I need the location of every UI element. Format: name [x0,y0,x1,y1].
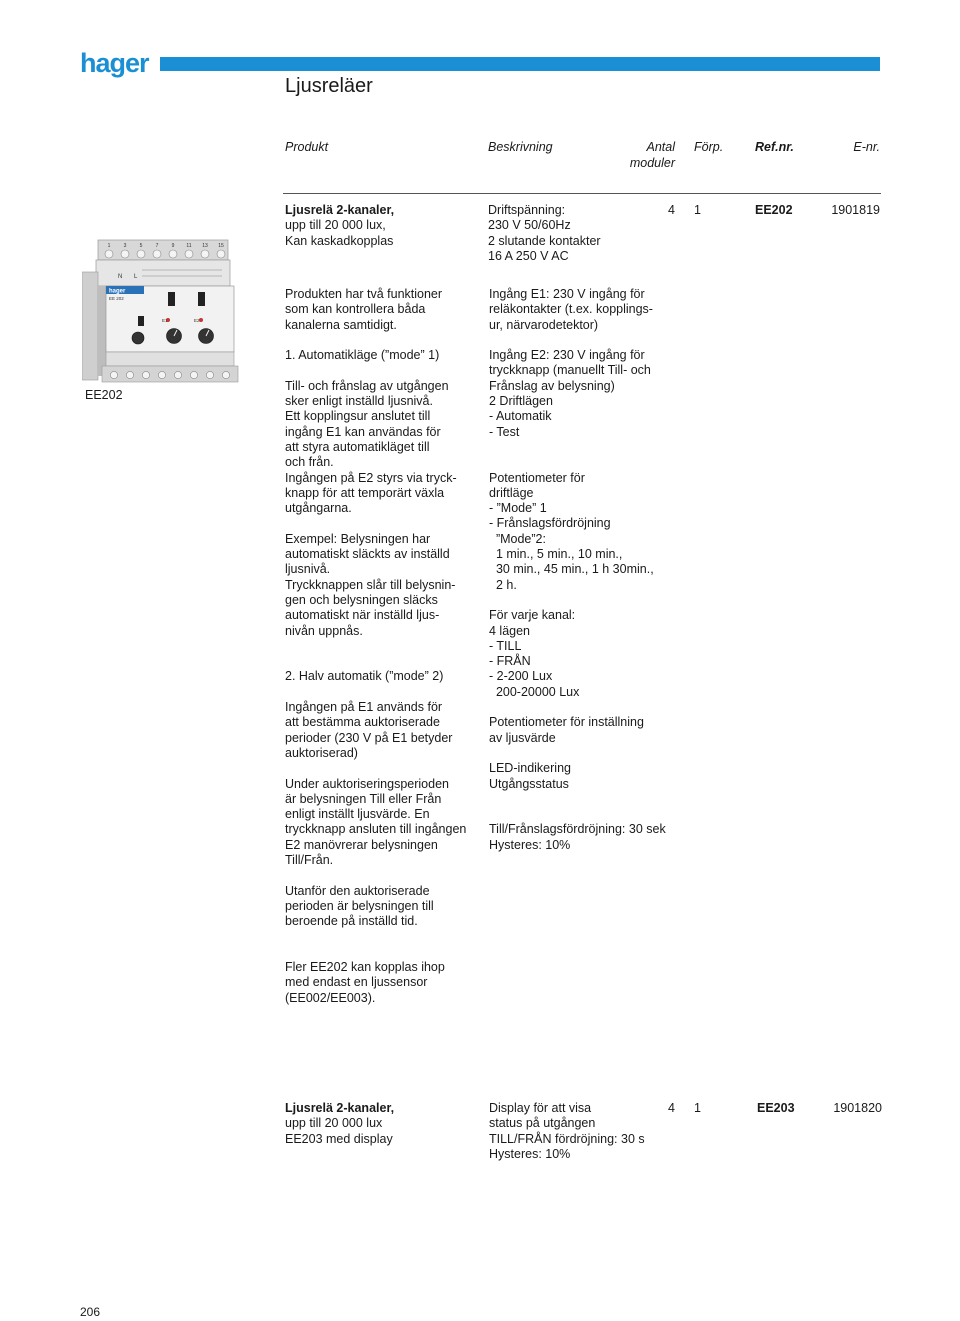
description-line [285,945,480,960]
description-line: 2 Driftlägen [489,394,553,409]
description-line: 30 min., 45 min., 1 h 30min., [489,562,654,577]
product2-spec-line: status på utgången [489,1116,596,1131]
device-label-e2: E2 [194,318,200,323]
description-line: sker enligt inställd ljusnivå. [285,394,433,409]
header-moduler: moduler [629,155,675,170]
description-line: och från. [285,455,334,470]
terminal-number: 7 [155,243,159,249]
page-number: 206 [80,1305,101,1319]
header-produkt: Produkt [285,140,329,154]
description-line: 2. Halv automatik (”mode” 2) [285,669,444,684]
description-line: reläkontakter (t.ex. kopplings- [489,302,653,317]
product1-name-line: Kan kaskadkopplas [285,233,394,248]
description-line: tryckknapp (manuellt Till- och [489,363,651,378]
header-refnr: Ref.nr. [755,140,794,154]
description-line [285,333,480,348]
description-line: Ingång E2: 230 V ingång för [489,348,645,363]
product1-description-left [285,287,480,1006]
description-line: driftläge [489,485,534,500]
product2-name-line: EE203 med display [285,1131,393,1146]
product2-name [285,1101,394,1147]
description-line: (EE002/EE003). [285,990,376,1005]
description-line: - 2-200 Lux [489,669,553,684]
description-line: LED-indikering [489,761,571,776]
ee202-device-image [82,238,240,386]
product1-forp: 1 [694,203,701,217]
terminal-number: 3 [123,243,127,249]
header-beskrivning: Beskrivning [488,140,553,154]
device-face-brand: hager [109,288,126,295]
description-line [489,746,709,761]
description-line: av ljusvärde [489,730,556,745]
product1-name-line: Ljusrelä 2-kanaler, [285,203,395,217]
description-line: auktoriserad) [285,745,358,760]
description-line [489,792,709,807]
header-forp: Förp. [694,140,724,154]
description-line: Till- och frånslag av utgången [285,378,449,393]
description-line [285,639,480,654]
page-title: Ljusreläer [285,75,373,97]
description-line: enligt inställt ljusvärde. En [285,807,430,822]
description-line: Till/Frånslagsfördröjning: 30 sek [489,822,666,837]
description-line [285,761,480,776]
description-line: 4 lägen [489,623,531,638]
description-line: För varje kanal: [489,608,576,623]
hager-logo: hager [80,48,149,78]
description-line: automatiskt när inställd ljus- [285,608,440,623]
description-line: - TILL [489,638,522,653]
product2-enr: 1901820 [833,1101,882,1115]
description-line: Ingången på E1 används för [285,700,443,715]
description-line: Utanför den auktoriserade [285,883,430,898]
product2-name-line: Ljusrelä 2-kanaler, [285,1101,395,1115]
description-line: Fler EE202 kan kopplas ihop [285,960,445,975]
device-label-e1: E1 [162,318,168,323]
description-line [489,807,709,822]
product2-spec-line: Display för att visa [489,1101,592,1115]
description-line: att styra automatikläget till [285,439,430,454]
description-line: Ingången på E2 styrs via tryck- [285,470,457,485]
description-line: ”Mode”2: [489,531,546,546]
description-line: Ett kopplingsur anslutet till [285,409,431,424]
description-line [489,333,709,348]
description-line: ingång E1 kan användas för [285,424,441,439]
description-line: Produkten har två funktioner [285,287,443,301]
description-line [489,593,709,608]
product1-spec-line: 2 slutande kontakter [488,233,601,248]
description-line: 2 h. [489,577,517,592]
description-line: som kan kontrollera båda [285,302,426,317]
product-side-label: EE202 [85,388,123,402]
description-line: Exempel: Belysningen har [285,531,431,546]
description-line [285,868,480,883]
description-line: Frånslag av belysning) [489,378,615,393]
description-line: perioden är belysningen till [285,898,434,913]
description-line: Potentiometer för inställning [489,715,644,730]
product2-antal: 4 [668,1101,675,1115]
header-antal: Antal [646,140,675,154]
description-line [285,516,480,531]
description-line: Utgångsstatus [489,776,569,791]
product2-spec-line: Hysteres: 10% [489,1146,571,1161]
header-enr: E-nr. [853,140,880,154]
description-line: automatiskt släckts av inställd [285,547,450,562]
description-line: nivån uppnås. [285,623,363,638]
description-line: - Test [489,424,520,439]
description-line: Potentiometer för [489,470,585,485]
product1-spec-line: 230 V 50/60Hz [488,218,571,233]
description-line [489,700,709,715]
description-line: - Frånslagsfördröjning [489,516,611,531]
description-line: 200-20000 Lux [489,684,580,699]
device-face-model: EE 202 [109,296,124,301]
product1-specs [488,203,601,264]
terminal-number: 13 [202,243,208,249]
description-line: utgångarna. [285,501,352,516]
product2-specs [489,1101,645,1162]
header-rule [283,193,881,194]
header-accent-bar [160,57,880,71]
product1-spec-line: Driftspänning: [488,203,566,217]
description-line: gen och belysningen släcks [285,592,438,607]
description-line: E2 manövrerar belysningen [285,837,438,852]
description-line: perioder (230 V på E1 betyder [285,730,453,745]
description-line [285,685,480,700]
description-line: beroende på inställd tid. [285,914,418,929]
product2-name-line: upp till 20 000 lux [285,1116,383,1131]
description-line: Under auktoriseringsperioden [285,776,449,791]
description-line [285,929,480,944]
description-line: knapp för att temporärt växla [285,485,445,500]
product1-ref: EE202 [755,203,793,217]
description-line [489,440,709,455]
description-line: 1 min., 5 min., 10 min., [489,547,623,562]
description-line: är belysningen Till eller Från [285,791,442,806]
description-line [489,455,709,470]
description-line: 1. Automatikläge (”mode” 1) [285,348,440,363]
device-label-l: L [134,274,138,280]
description-line [285,654,480,669]
product1-name-line: upp till 20 000 lux, [285,218,386,233]
description-line: ljusnivå. [285,562,331,577]
product1-antal: 4 [668,203,675,217]
description-line: kanalerna samtidigt. [285,317,397,332]
description-line: - Automatik [489,409,552,424]
description-line: att bestämma auktoriserade [285,715,440,730]
product1-enr: 1901819 [831,203,880,217]
terminal-number: 11 [186,243,192,249]
description-line: tryckknapp ansluten till ingången [285,822,467,837]
product2-ref: EE203 [757,1101,795,1115]
description-line: Ingång E1: 230 V ingång för [489,287,645,301]
description-line: Till/Från. [285,852,334,867]
description-line [285,363,480,378]
terminal-number: 5 [139,243,143,249]
description-line: med endast en ljussensor [285,975,428,990]
description-line: ur, närvarodetektor) [489,317,599,332]
terminal-number: 9 [171,243,175,249]
product2-spec-line: TILL/FRÅN fördröjning: 30 s [489,1131,645,1146]
product1-name [285,203,394,249]
description-line: Hysteres: 10% [489,837,571,852]
description-line: - ”Mode” 1 [489,501,547,516]
terminal-number: 15 [218,243,224,249]
description-line: - FRÅN [489,654,531,669]
product1-description-right [489,287,709,853]
product1-spec-line: 16 A 250 V AC [488,248,569,263]
product2-forp: 1 [694,1101,701,1115]
terminal-number: 1 [107,243,111,249]
description-line: Tryckknappen slår till belysnin- [285,577,456,592]
device-label-n: N [118,274,123,280]
